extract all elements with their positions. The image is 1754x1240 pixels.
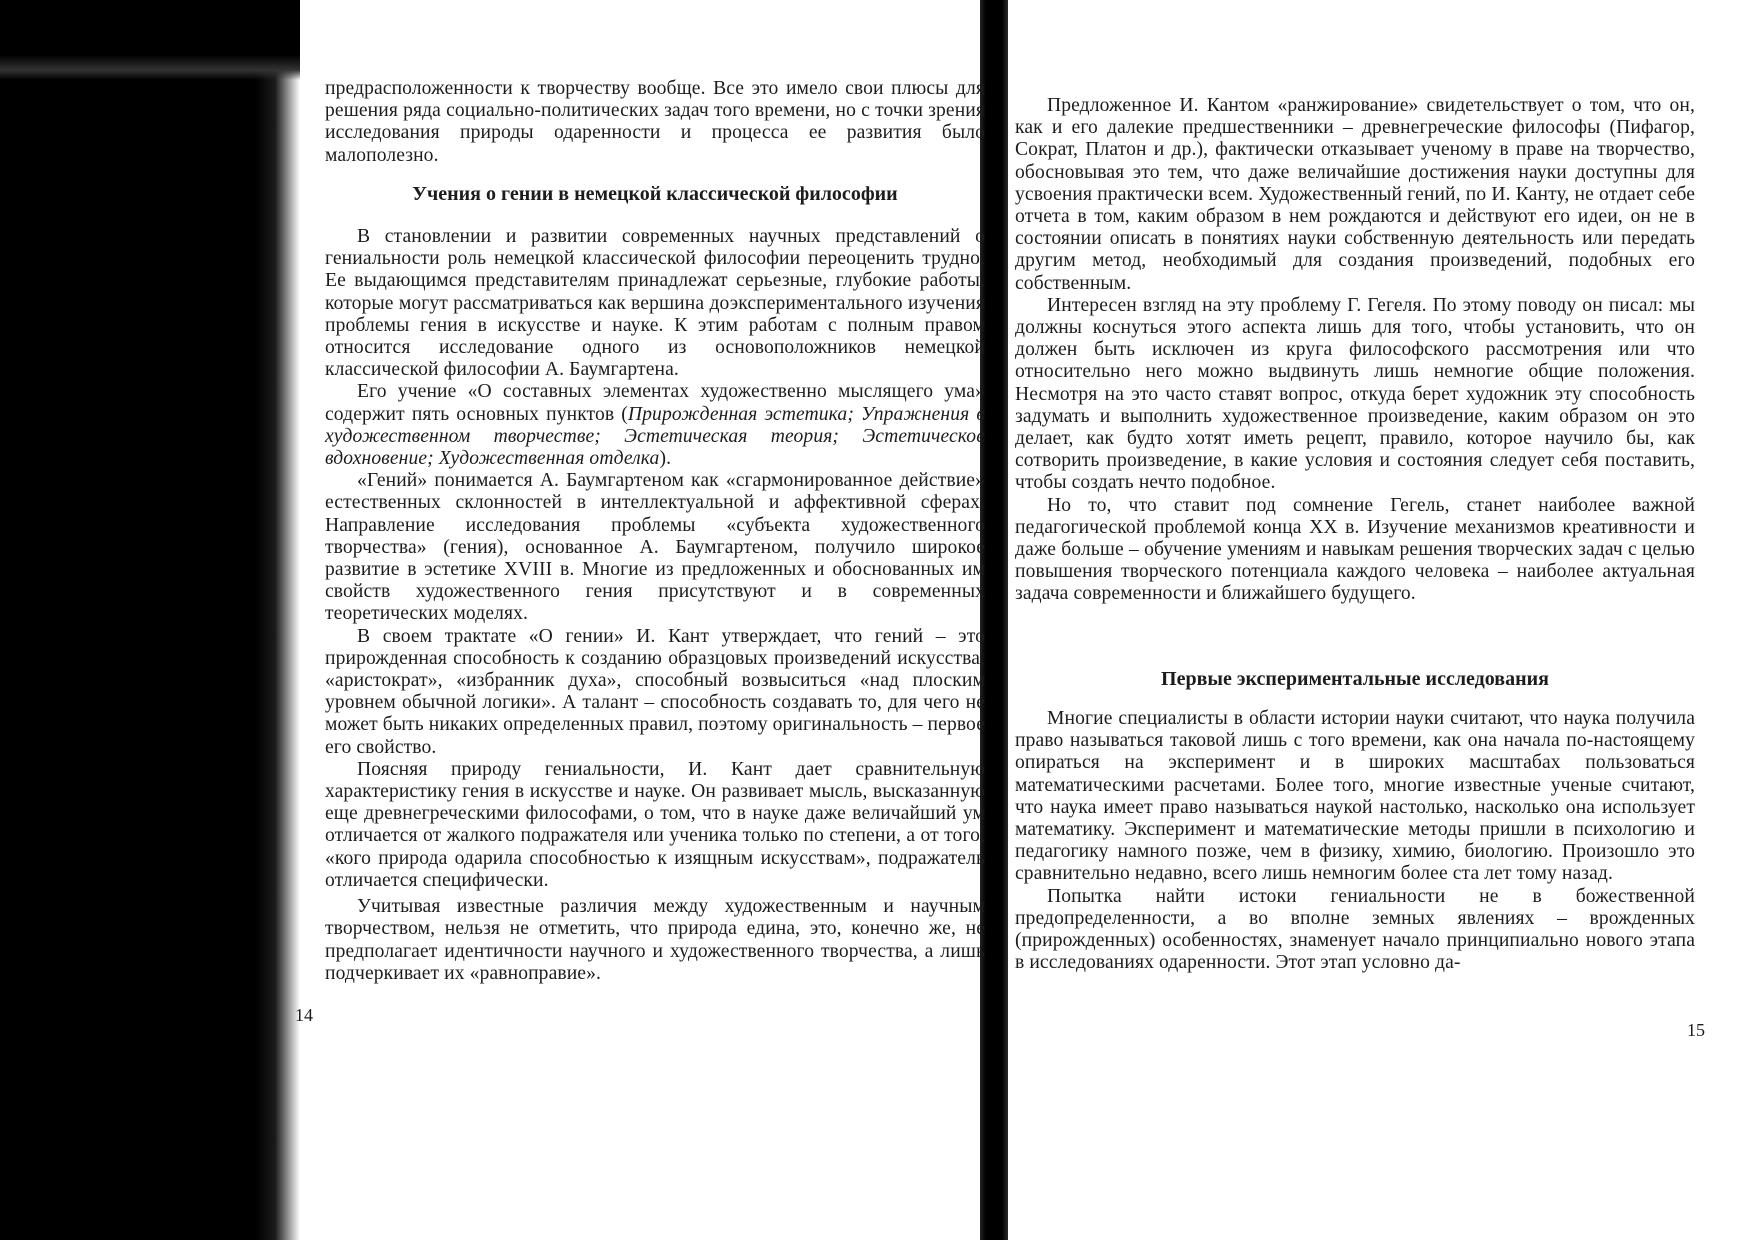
left-p2-end: ).: [659, 448, 672, 470]
left-intro-paragraph: предрасположенности к творчеству вообще. Все это имело свои плюсы для решения ряда социально-политических задач того времени, но с точки зрения исследования природы одаренности и процесса ее развития было малополезно.: [325, 78, 985, 166]
right-paragraph-2: Интересен взгляд на эту проблему Г. Гегеля. По этому поводу он писал: мы должны коснуться этого аспекта лишь для того, чтобы установить, что он должен быть исключен из круга философского рассмотрения или что относительно него можно выдвинуть лишь немногие общие положения. Несмотря на это часто ставят вопрос, откуда берет художник эту способность задумать и выполнить художественное произведение, каким образом он это делает, как будто хотят иметь рецепт, правило, которое научило бы, как сотворить произведение, в какие условия и состояния следует себя поставить, чтобы создать нечто подобное.: [1015, 294, 1695, 494]
right-paragraph-3: Но то, что ставит под сомнение Гегель, станет наиболее важной педагогической проблемой конца XX в. Изучение механизмов креативности и даже больше – обучение умениям и навыкам решения творческих задач с целью повышения творческого потенциала каждого человека – наиболее актуальная задача современности и ближайшего будущего.: [1015, 494, 1695, 605]
left-paragraph-4: В своем трактате «О гении» И. Кант утверждает, что гений – это прирожденная способность к созданию образцовых произведений искусства, «аристократ», «избранник духа», способный возвыситься «над плоским уровнем обычной логики». А талант – способность создавать то, для чего не может быть никаких определенных правил, поэтому оригинальность – первое его свойство.: [325, 625, 985, 758]
left-intro-block: [325, 78, 985, 167]
right-body-block-bottom: [1015, 708, 1695, 974]
left-body-block: [325, 226, 985, 985]
right-body-block-top: [1015, 95, 1695, 606]
left-paragraph-1: В становлении и развитии современных научных представлений о гениальности роль немецкой классической философии переоценить трудно. Ее выдающимся представителям принадлежат серьезные, глубокие работы, которые могут рассматриваться как вершина доэкспериментального изучения проблемы гения в искусстве и науке. К этим работам с полным правом относится исследование одного из основоположников немецкой классической философии А. Баумгартена.: [325, 226, 985, 381]
right-section-heading: Первые экспериментальные исследования: [1161, 668, 1549, 690]
left-p2-italic: Прирожденная эстетика; Упражнения в художественном творчестве; Эстетическая теория; Эстетическое вдохновение; Художественная отделка: [325, 403, 985, 470]
left-paragraph-2: [325, 381, 985, 470]
left-page: [295, 0, 985, 1240]
right-page-number: 15: [1687, 1020, 1705, 1040]
left-paragraph-3: «Гений» понимается А. Баумгартеном как «сгармонированное действие» естественных склонностей в интеллектуальной и аффективной сферах. Направление исследования проблемы «субъекта художественного творчества» (гения), основанное А. Баумгартеном, получило широкое развитие в эстетике XVIII в. Многие из предложенных и обоснованных им свойств художественного гения присутствуют и в современных теоретических моделях.: [325, 470, 985, 625]
right-paragraph-1: Предложенное И. Кантом «ранжирование» свидетельствует о том, что он, как и его далекие предшественники – древнегреческие философы (Пифагор, Сократ, Платон и др.), фактически отказывает ученому в праве на творчество, обосновывая это тем, что даже величайшие достижения науки доступны для усвоения практически всем. Художественный гений, по И. Канту, не отдает себе отчета в том, каким образом в нем рождаются и действуют его идеи, он не в состоянии описать в понятиях науки собственную деятельность или передать другим метод, необходимый для создания произведений, подобных его собственным.: [1015, 95, 1695, 294]
right-paragraph-5: Попытка найти истоки гениальности не в божественной предопределенности, а во вполне земных явлениях – врожденных (прирожденных) особенностях, знаменует начало принципиально нового этапа в исследованиях одаренности. Этот этап условно да-: [1015, 885, 1695, 974]
right-paragraph-4: Многие специалисты в области истории науки считают, что наука получила право называться таковой лишь с того времени, как она начала по-настоящему опираться на эксперимент и в широких масштабах пользоваться математическими расчетами. Более того, многие известные ученые считают, что наука имеет право называться наукой настолько, насколько она использует математику. Эксперимент и математические методы пришли в психологию и педагогику намного позже, чем в физику, химию, биологию. Произошло это сравнительно недавно, всего лишь немногим более ста лет тому назад.: [1015, 708, 1695, 885]
scan-shadow-left: [0, 0, 300, 1240]
right-page: [1015, 0, 1705, 1240]
left-page-number: 14: [295, 1005, 313, 1025]
scan-shadow-top: [0, 0, 300, 80]
left-paragraph-5: Поясняя природу гениальности, И. Кант дает сравнительную характеристику гения в искусстве и науке. Он развивает мысль, высказанную еще древнегреческими философами, о том, что в науке даже величайший ум отличается от жалкого подражателя или ученика только по степени, а от того, «кого природа одарила способностью к изящным искусствам», подражатель отличается специфически.: [325, 758, 985, 891]
left-paragraph-6: Учитывая известные различия между художественным и научным творчеством, нельзя не отметить, что природа едина, это, конечно же, не предполагает идентичности научного и художественного творчества, а лишь подчеркивает их «равноправие».: [325, 896, 985, 984]
left-section-heading: Учения о гении в немецкой классической философии: [412, 183, 898, 205]
left-p2-start: Его учение «О составных элементах художественно мыслящего ума» содержит пять основных пунктов (: [325, 381, 985, 425]
